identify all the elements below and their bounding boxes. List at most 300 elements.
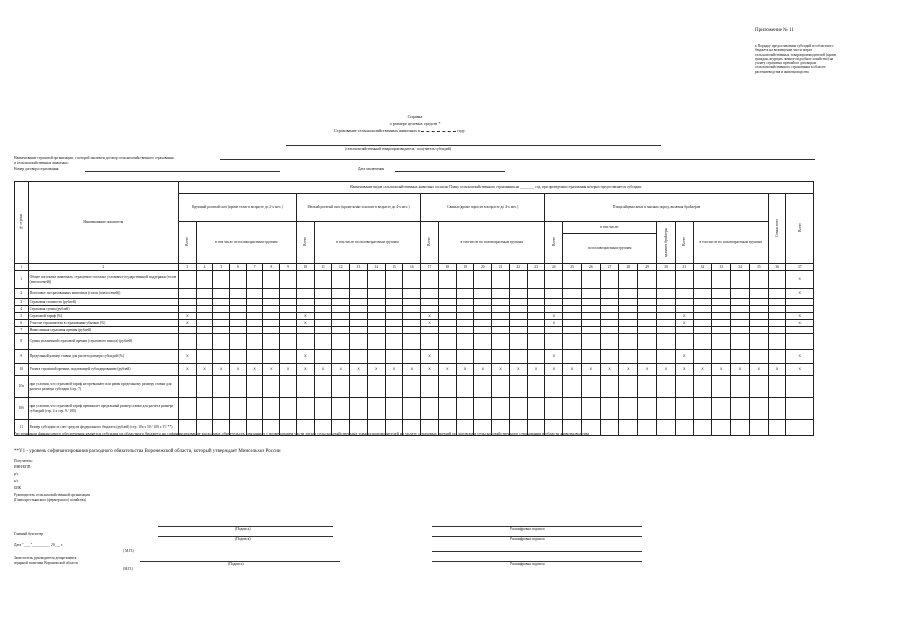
data-cell bbox=[638, 306, 657, 313]
data-cell bbox=[527, 376, 545, 398]
data-cell bbox=[367, 334, 385, 350]
data-cell bbox=[350, 350, 368, 364]
column-number: 19 bbox=[456, 264, 474, 271]
bik-label: БИК bbox=[14, 486, 22, 490]
data-cell bbox=[196, 289, 213, 299]
data-cell bbox=[638, 327, 657, 334]
data-cell bbox=[509, 327, 527, 334]
data-cell bbox=[314, 334, 332, 350]
recipient-label: Получатель: bbox=[14, 459, 33, 463]
row-label: Размер субсидии за счет средств федерального бюджета (рублей) (стр. 10a х 50 / 100 х Y1 **) bbox=[28, 420, 178, 436]
data-cell bbox=[731, 320, 750, 327]
data-cell bbox=[456, 320, 474, 327]
data-cell bbox=[768, 320, 786, 327]
data-cell bbox=[693, 334, 712, 350]
data-cell bbox=[786, 306, 814, 313]
data-cell bbox=[768, 376, 786, 398]
x-mark: X bbox=[421, 313, 439, 320]
data-cell bbox=[403, 350, 421, 364]
row-number: 1 bbox=[15, 271, 29, 289]
data-cell bbox=[403, 334, 421, 350]
data-cell bbox=[246, 271, 263, 289]
column-number: 14 bbox=[367, 264, 385, 271]
data-cell bbox=[213, 327, 230, 334]
x-mark: X bbox=[786, 320, 814, 327]
data-cell bbox=[712, 350, 731, 364]
data-cell bbox=[332, 313, 350, 320]
poultry-subgroups: по половозрастным группам bbox=[563, 234, 657, 264]
cattle-subgroups: в том числе по половозрастным группам bbox=[196, 222, 296, 264]
indicator-header: Наименование показателя bbox=[28, 182, 178, 264]
data-cell bbox=[527, 289, 545, 299]
data-cell bbox=[749, 289, 768, 299]
column-number: 18 bbox=[438, 264, 456, 271]
data-cell bbox=[178, 327, 196, 334]
row-label: Общее поголовье животных, страхуемое согласно условиям государственной поддержки (голов (пчелосемей)) bbox=[28, 271, 178, 289]
data-cell bbox=[332, 289, 350, 299]
data-cell bbox=[263, 289, 280, 299]
data-cell bbox=[563, 271, 582, 289]
data-cell bbox=[296, 334, 314, 350]
row-number: 2 bbox=[15, 289, 29, 299]
data-cell bbox=[263, 306, 280, 313]
x-mark: X bbox=[296, 364, 314, 376]
x-mark: X bbox=[527, 364, 545, 376]
data-cell bbox=[367, 306, 385, 313]
table-body bbox=[15, 271, 814, 436]
x-mark: X bbox=[600, 364, 619, 376]
data-cell bbox=[749, 320, 768, 327]
data-cell bbox=[350, 320, 368, 327]
data-cell bbox=[675, 299, 693, 306]
x-mark: X bbox=[675, 350, 693, 364]
grand-total-header: Всего bbox=[786, 194, 814, 264]
row-label: Сумма уплаченной страховой премии (страхового взноса) (рублей) bbox=[28, 334, 178, 350]
data-cell bbox=[196, 306, 213, 313]
group-sheep: Мелкий рогатый скот (кроме ягнят и козлят в возрасте до 4-х мес.) bbox=[296, 194, 420, 222]
data-cell bbox=[712, 398, 731, 420]
data-cell bbox=[638, 350, 657, 364]
inn-label: ИНН/КПП: bbox=[14, 465, 32, 469]
data-cell bbox=[693, 271, 712, 289]
data-cell bbox=[600, 350, 619, 364]
row-label: Поголовье застрахованных животных (голов (пчелосемей)) bbox=[28, 289, 178, 299]
data-cell bbox=[367, 320, 385, 327]
row-label: при условии, что страховой тариф превышает предельный размер ставки для расчета размера субсидий (стр. 4 х стр. 9 / 100) bbox=[28, 398, 178, 420]
accountant-label: Главный бухгалтер bbox=[14, 532, 44, 536]
data-cell bbox=[600, 299, 619, 306]
data-cell bbox=[213, 350, 230, 364]
data-cell bbox=[213, 313, 230, 320]
data-cell bbox=[581, 313, 600, 320]
data-cell bbox=[403, 398, 421, 420]
x-mark: X bbox=[693, 364, 712, 376]
data-cell bbox=[196, 299, 213, 306]
data-cell bbox=[438, 306, 456, 313]
data-cell bbox=[657, 350, 676, 364]
x-mark: X bbox=[421, 320, 439, 327]
x-mark: X bbox=[657, 364, 676, 376]
data-cell bbox=[509, 320, 527, 327]
table-row bbox=[15, 327, 814, 334]
x-mark: X bbox=[350, 364, 368, 376]
row-number: 7 bbox=[15, 327, 29, 334]
data-cell bbox=[438, 313, 456, 320]
data-cell bbox=[456, 350, 474, 364]
data-cell bbox=[350, 313, 368, 320]
data-cell bbox=[693, 320, 712, 327]
row-number: 11 bbox=[15, 420, 29, 436]
table-row bbox=[15, 334, 814, 350]
data-cell bbox=[314, 327, 332, 334]
data-cell bbox=[246, 313, 263, 320]
contract-number-label: Номер договора страхования: bbox=[14, 167, 60, 171]
x-mark: X bbox=[296, 313, 314, 320]
x-mark: X bbox=[421, 364, 439, 376]
data-cell bbox=[263, 327, 280, 334]
data-cell bbox=[600, 271, 619, 289]
data-cell bbox=[332, 299, 350, 306]
table-row bbox=[15, 313, 814, 320]
data-cell bbox=[213, 306, 230, 313]
appendix-text: к Порядку предоставления субсидий из областного бюджета на возмещение части затрат сельскохозяйственных товаропроизводителей (кроме граждан, ведущих личное подсобное хозяйство) на уплату страховых премий по договорам сельскохозяйственного страхования в области растениеводства и животноводства bbox=[755, 44, 837, 74]
data-cell bbox=[246, 334, 263, 350]
x-mark: X bbox=[178, 313, 196, 320]
data-cell bbox=[350, 271, 368, 289]
data-cell bbox=[314, 398, 332, 420]
column-number: 15 bbox=[385, 264, 403, 271]
data-cell bbox=[657, 334, 676, 350]
row-label: Начисленная страховая премия (рублей) bbox=[28, 327, 178, 334]
footnote-1: *источником финансового обеспечения является субсидия из областного бюджета на софинансирование расходных обязательств, связанных с возмещением части затрат сельскохозяйственных товаропроизводителей на уплату страховых премий по договорам сельскохозяйственного страхования в области животноводства bbox=[14, 431, 590, 436]
data-cell bbox=[581, 271, 600, 289]
data-cell bbox=[474, 350, 492, 364]
data-cell bbox=[421, 299, 439, 306]
data-cell bbox=[492, 376, 510, 398]
data-cell bbox=[563, 289, 582, 299]
head-label: Руководитель сельскохозяйственной организации bbox=[14, 493, 90, 497]
data-cell bbox=[693, 313, 712, 320]
row-label: Уплата страховой премии, подлежащей субсидированию (рублей) bbox=[28, 364, 178, 376]
data-cell bbox=[280, 289, 297, 299]
data-cell bbox=[731, 289, 750, 299]
data-cell bbox=[403, 313, 421, 320]
data-cell bbox=[196, 320, 213, 327]
data-cell bbox=[403, 299, 421, 306]
data-cell bbox=[385, 327, 403, 334]
data-cell bbox=[246, 320, 263, 327]
data-cell bbox=[657, 320, 676, 327]
data-cell bbox=[438, 289, 456, 299]
data-cell bbox=[731, 327, 750, 334]
data-cell bbox=[246, 376, 263, 398]
data-cell bbox=[280, 271, 297, 289]
data-cell bbox=[619, 350, 638, 364]
column-number: 29 bbox=[638, 264, 657, 271]
data-cell bbox=[581, 327, 600, 334]
data-cell bbox=[527, 334, 545, 350]
data-cell bbox=[314, 350, 332, 364]
group-poultry: Птица яйценоскеых и мясных пород, включая бройлеров bbox=[545, 194, 768, 222]
column-number: 8 bbox=[263, 264, 280, 271]
data-cell bbox=[563, 313, 582, 320]
data-cell bbox=[456, 306, 474, 313]
extra-line bbox=[432, 551, 642, 552]
data-cell bbox=[474, 320, 492, 327]
data-cell bbox=[509, 313, 527, 320]
data-cell bbox=[263, 376, 280, 398]
data-cell bbox=[438, 350, 456, 364]
data-cell bbox=[314, 299, 332, 306]
data-cell bbox=[786, 334, 814, 350]
rs-label: р/с bbox=[14, 472, 19, 476]
data-cell bbox=[314, 313, 332, 320]
data-cell bbox=[213, 289, 230, 299]
data-cell bbox=[768, 313, 786, 320]
insurance-text: Страхование сельскохозяйственных животных в bbox=[334, 128, 421, 133]
data-cell bbox=[367, 299, 385, 306]
data-cell bbox=[509, 289, 527, 299]
data-cell bbox=[246, 350, 263, 364]
other-subgroups: в том числе по половозрастным группам bbox=[693, 222, 768, 264]
data-cell bbox=[675, 398, 693, 420]
data-cell bbox=[385, 313, 403, 320]
data-cell bbox=[296, 398, 314, 420]
x-mark: X bbox=[421, 350, 439, 364]
data-cell bbox=[749, 313, 768, 320]
x-mark: X bbox=[749, 364, 768, 376]
x-mark: X bbox=[712, 364, 731, 376]
data-cell bbox=[213, 398, 230, 420]
data-cell bbox=[638, 398, 657, 420]
data-cell bbox=[527, 320, 545, 327]
data-cell bbox=[456, 376, 474, 398]
data-cell bbox=[263, 313, 280, 320]
column-number: 2 bbox=[28, 264, 178, 271]
deputy-label: Заместитель руководителя департамента bbox=[14, 556, 77, 560]
data-cell bbox=[474, 313, 492, 320]
x-mark: X bbox=[178, 350, 196, 364]
data-cell bbox=[731, 376, 750, 398]
data-cell bbox=[509, 306, 527, 313]
data-cell bbox=[619, 299, 638, 306]
data-cell bbox=[367, 327, 385, 334]
table-row bbox=[15, 306, 814, 313]
data-cell bbox=[230, 313, 247, 320]
data-cell bbox=[768, 306, 786, 313]
data-cell bbox=[474, 376, 492, 398]
data-cell bbox=[731, 350, 750, 364]
x-mark: X bbox=[246, 364, 263, 376]
data-cell bbox=[619, 289, 638, 299]
data-cell bbox=[619, 398, 638, 420]
data-cell bbox=[332, 376, 350, 398]
data-cell bbox=[712, 289, 731, 299]
data-cell bbox=[196, 313, 213, 320]
data-cell bbox=[350, 327, 368, 334]
x-mark: X bbox=[332, 364, 350, 376]
x-mark: X bbox=[280, 364, 297, 376]
column-number: 9 bbox=[280, 264, 297, 271]
column-number: 25 bbox=[563, 264, 582, 271]
data-cell bbox=[749, 376, 768, 398]
data-cell bbox=[492, 299, 510, 306]
data-cell bbox=[600, 376, 619, 398]
data-cell bbox=[786, 398, 814, 420]
column-number: 6 bbox=[230, 264, 247, 271]
data-cell bbox=[332, 306, 350, 313]
column-number: 17 bbox=[421, 264, 439, 271]
data-cell bbox=[314, 271, 332, 289]
x-mark: X bbox=[213, 364, 230, 376]
org-label: Наименование страховой организации, с которой заключен договор сельскохозяйственного страхования bbox=[14, 156, 174, 160]
data-cell bbox=[314, 320, 332, 327]
row-number: 9 bbox=[15, 350, 29, 364]
page-subtitle: о размере целевых средств * bbox=[389, 121, 441, 126]
x-mark: X bbox=[731, 364, 750, 376]
data-cell bbox=[563, 327, 582, 334]
data-cell bbox=[619, 271, 638, 289]
data-cell bbox=[693, 306, 712, 313]
column-number: 21 bbox=[492, 264, 510, 271]
x-mark: X bbox=[296, 320, 314, 327]
x-mark: X bbox=[786, 364, 814, 376]
data-cell bbox=[332, 334, 350, 350]
data-cell bbox=[527, 327, 545, 334]
row-number: 5 bbox=[15, 313, 29, 320]
data-cell bbox=[296, 376, 314, 398]
data-cell bbox=[619, 376, 638, 398]
data-cell bbox=[474, 299, 492, 306]
x-mark: X bbox=[675, 320, 693, 327]
data-cell bbox=[657, 299, 676, 306]
data-cell bbox=[213, 376, 230, 398]
x-mark: X bbox=[178, 320, 196, 327]
data-cell bbox=[657, 376, 676, 398]
footnote-2: **Y1 - уровень софинансирования расходного обязательства Воронежской области, который утверждает Минсельхоз России bbox=[14, 449, 281, 454]
org-label2: и сельскохозяйственных животных: bbox=[14, 161, 69, 165]
data-cell bbox=[581, 350, 600, 364]
data-cell bbox=[492, 327, 510, 334]
data-cell bbox=[712, 327, 731, 334]
data-cell bbox=[492, 320, 510, 327]
data-cell bbox=[749, 299, 768, 306]
data-cell bbox=[731, 334, 750, 350]
data-cell bbox=[178, 299, 196, 306]
group-cattle: Крупный рогатый скот (кроме телят в возрасте до 2-х мес.) bbox=[178, 194, 296, 222]
data-cell bbox=[280, 376, 297, 398]
contract-number-line bbox=[85, 171, 280, 172]
data-cell bbox=[657, 271, 676, 289]
table-row bbox=[15, 299, 814, 306]
data-cell bbox=[367, 398, 385, 420]
data-cell bbox=[675, 376, 693, 398]
data-cell bbox=[196, 334, 213, 350]
data-cell bbox=[456, 334, 474, 350]
data-cell bbox=[456, 398, 474, 420]
data-cell bbox=[474, 289, 492, 299]
data-cell bbox=[296, 271, 314, 289]
data-cell bbox=[230, 271, 247, 289]
column-number: 4 bbox=[196, 264, 213, 271]
data-cell bbox=[509, 334, 527, 350]
data-cell bbox=[749, 327, 768, 334]
row-number: 3 bbox=[15, 299, 29, 306]
sheep-total: Всего bbox=[296, 222, 314, 264]
sheep-subgroups: в том числе по половозрастным группам bbox=[314, 222, 421, 264]
data-cell bbox=[749, 398, 768, 420]
row-label: при условии, что страховой тариф не превышает или равен предельному размеру ставки для расчета размера субсидии (стр. 7) bbox=[28, 376, 178, 398]
data-cell bbox=[230, 320, 247, 327]
x-mark: X bbox=[545, 364, 563, 376]
data-cell bbox=[263, 271, 280, 289]
column-number: 12 bbox=[332, 264, 350, 271]
data-cell bbox=[385, 320, 403, 327]
data-cell bbox=[178, 289, 196, 299]
x-mark: X bbox=[367, 364, 385, 376]
column-number: 36 bbox=[768, 264, 786, 271]
data-cell bbox=[350, 299, 368, 306]
data-cell bbox=[527, 350, 545, 364]
data-cell bbox=[196, 350, 213, 364]
data-cell bbox=[563, 306, 582, 313]
data-cell bbox=[712, 306, 731, 313]
ks-label: к/с bbox=[14, 479, 19, 483]
data-cell bbox=[246, 327, 263, 334]
caption-line bbox=[286, 145, 661, 146]
x-mark: X bbox=[545, 320, 563, 327]
data-cell bbox=[213, 299, 230, 306]
x-mark: X bbox=[230, 364, 247, 376]
target-funds-table bbox=[14, 181, 814, 436]
data-cell bbox=[367, 350, 385, 364]
data-cell bbox=[385, 289, 403, 299]
column-number: 11 bbox=[314, 264, 332, 271]
data-cell bbox=[403, 327, 421, 334]
data-cell bbox=[230, 299, 247, 306]
data-cell bbox=[230, 306, 247, 313]
column-number: 1 bbox=[15, 264, 29, 271]
data-cell bbox=[545, 327, 563, 334]
data-cell bbox=[280, 299, 297, 306]
data-cell bbox=[712, 334, 731, 350]
row-number: 10a bbox=[15, 376, 29, 398]
x-mark: X bbox=[474, 364, 492, 376]
data-cell bbox=[768, 334, 786, 350]
data-cell bbox=[421, 327, 439, 334]
data-cell bbox=[545, 334, 563, 350]
data-cell bbox=[280, 320, 297, 327]
data-cell bbox=[509, 398, 527, 420]
deputy-label2: аграрной политики Воронежской области bbox=[14, 561, 78, 565]
data-cell bbox=[693, 398, 712, 420]
data-cell bbox=[196, 376, 213, 398]
table-row bbox=[15, 350, 814, 364]
data-cell bbox=[581, 376, 600, 398]
data-cell bbox=[213, 320, 230, 327]
data-cell bbox=[768, 299, 786, 306]
data-cell bbox=[230, 398, 247, 420]
data-cell bbox=[563, 398, 582, 420]
data-cell bbox=[638, 289, 657, 299]
data-cell bbox=[421, 306, 439, 313]
data-cell bbox=[178, 271, 196, 289]
column-number: 10 bbox=[296, 264, 314, 271]
data-cell bbox=[314, 306, 332, 313]
data-cell bbox=[213, 334, 230, 350]
data-cell bbox=[581, 398, 600, 420]
data-cell bbox=[600, 313, 619, 320]
